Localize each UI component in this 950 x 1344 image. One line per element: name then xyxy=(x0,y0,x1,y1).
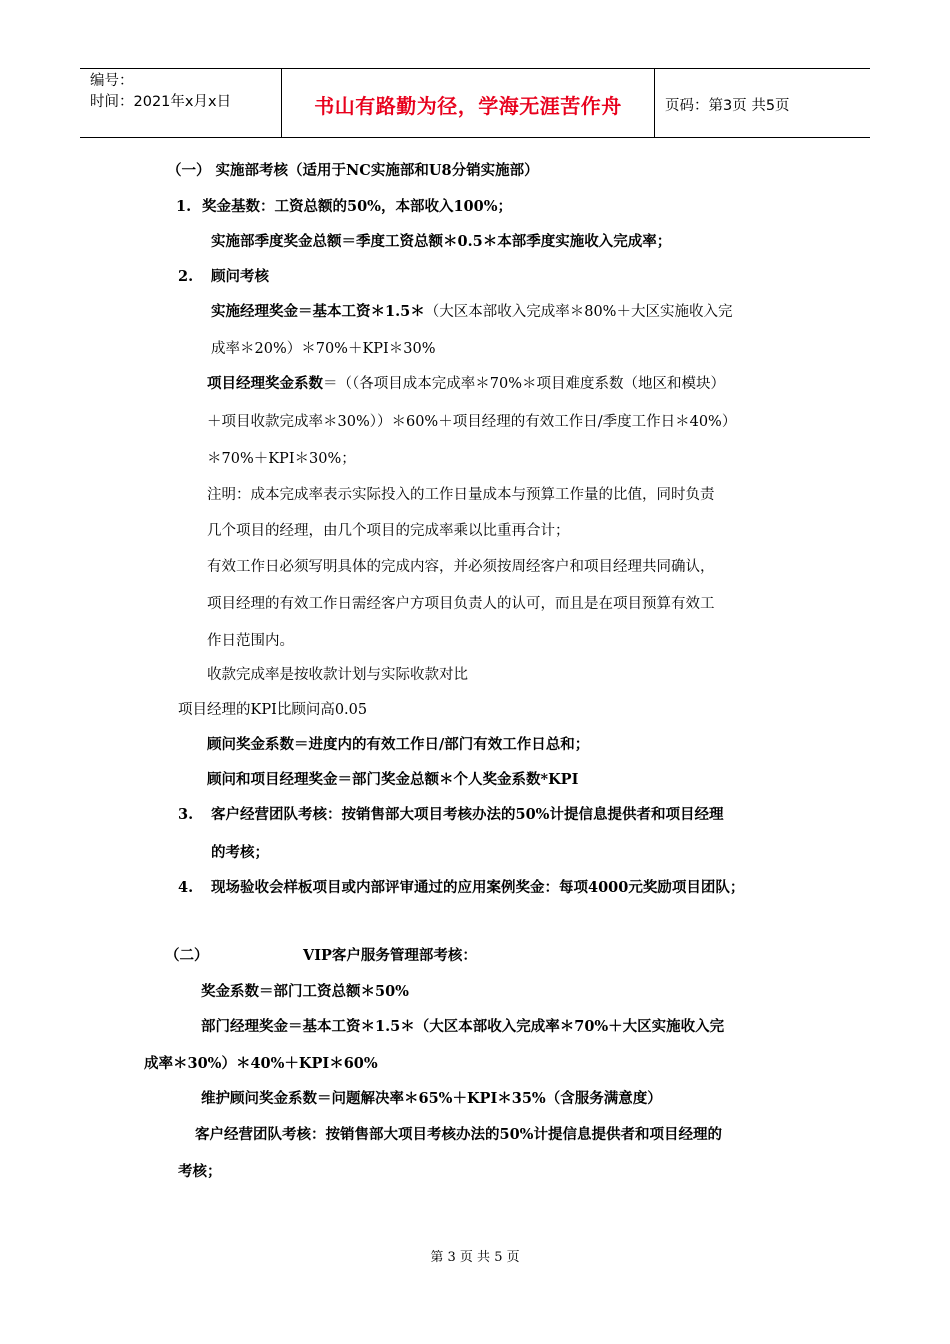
section-1-title: （一） 实施部考核（适用于NC实施部和U8分销实施部） xyxy=(167,162,539,179)
item-2-number: 2. xyxy=(178,268,194,285)
project-manager-formula-bold: 项目经理奖金系数 xyxy=(207,375,323,392)
item-4-number: 4. xyxy=(178,879,194,896)
item-1-text: 奖金基数：工资总额的50%，本部收入100%； xyxy=(202,198,512,215)
impl-manager-formula-rest: （大区本部收入完成率＊80%＋大区实施收入完 xyxy=(424,304,733,320)
section-2-base: 奖金系数＝部门工资总额＊50% xyxy=(201,983,409,1000)
item-3-line2: 的考核； xyxy=(211,844,269,861)
consultant-bonus: 顾问和项目经理奖金＝部门奖金总额＊个人奖金系数*KPI xyxy=(207,771,579,788)
impl-manager-formula xyxy=(211,302,732,322)
project-manager-formula-line2: ＋项目收款完成率＊30%））＊60%＋项目经理的有效工作日/季度工作日＊40%） xyxy=(207,414,737,430)
item-2 xyxy=(178,267,269,287)
project-manager-formula-rest: ＝（（各项目成本完成率＊70%＊项目难度系数（地区和模块） xyxy=(323,376,725,392)
project-manager-formula-line3: ＊70%＋KPI＊30%； xyxy=(207,451,356,467)
note-line-3: 有效工作日必须写明具体的完成内容，并必须按周经客户和项目经理共同确认， xyxy=(207,559,715,575)
header-page-label: 页码：第3页 共5页 xyxy=(665,98,790,114)
note-line-5: 作日范围内。 xyxy=(207,633,294,649)
item-4 xyxy=(178,878,744,898)
consultant-coefficient: 顾问奖金系数＝进度内的有效工作日/部门有效工作日总和； xyxy=(207,736,590,753)
note-line-2: 几个项目的经理，由几个项目的完成率乘以比重再合计； xyxy=(207,523,570,539)
section-2-number: （二） xyxy=(165,947,209,964)
page-footer: 第 3 页 共 5 页 xyxy=(430,1250,520,1265)
impl-manager-formula-bold: 实施经理奖金＝基本工资＊1.5＊ xyxy=(211,303,425,320)
time-label: 时间：2021年x月x日 xyxy=(90,94,232,110)
item-1-number: 1. xyxy=(176,198,192,215)
item-1-formula: 实施部季度奖金总额＝季度工资总额＊0.5＊本部季度实施收入完成率； xyxy=(211,233,672,250)
section-2-maintenance: 维护顾问奖金系数＝问题解决率＊65%＋KPI＊35%（含服务满意度） xyxy=(201,1090,662,1107)
section-2-team-line1: 客户经营团队考核：按销售部大项目考核办法的50%计提信息提供者和项目经理的 xyxy=(195,1126,722,1143)
note-line-7: 项目经理的KPI比顾问高0.05 xyxy=(178,702,368,718)
section-2-manager-line2: 成率＊30%）＊40%＋KPI＊60% xyxy=(144,1055,378,1072)
note-line-6: 收款完成率是按收款计划与实际收款对比 xyxy=(207,667,468,683)
header-motto: 书山有路勤为径，学海无涯苦作舟 xyxy=(282,69,655,137)
note-line-4: 项目经理的有效工作日需经客户方项目负责人的认可，而且是在项目预算有效工 xyxy=(207,596,715,612)
item-3 xyxy=(178,805,723,825)
impl-manager-formula-line2: 成率＊20%）＊70%＋KPI＊30% xyxy=(211,341,436,357)
item-4-text: 现场验收会样板项目或内部评审通过的应用案例奖金：每项4000元奖励项目团队； xyxy=(211,879,745,896)
page-header xyxy=(80,68,870,138)
item-1 xyxy=(176,197,512,217)
section-2-team-line2: 考核； xyxy=(178,1163,222,1180)
header-meta xyxy=(80,69,282,137)
note-line-1: 注明：成本完成率表示实际投入的工作日量成本与预算工作量的比值，同时负责 xyxy=(207,487,715,503)
project-manager-formula xyxy=(207,374,725,394)
item-2-text: 顾问考核 xyxy=(211,268,269,285)
section-2-title-text: VIP客户服务管理部考核： xyxy=(303,947,477,964)
section-2-manager-line1: 部门经理奖金＝基本工资＊1.5＊（大区本部收入完成率＊70%＋大区实施收入完 xyxy=(201,1018,725,1035)
item-3-number: 3. xyxy=(178,806,194,823)
item-3-text: 客户经营团队考核：按销售部大项目考核办法的50%计提信息提供者和项目经理 xyxy=(211,806,724,823)
section-2-title xyxy=(165,946,477,966)
code-label: 编号： xyxy=(90,73,134,89)
